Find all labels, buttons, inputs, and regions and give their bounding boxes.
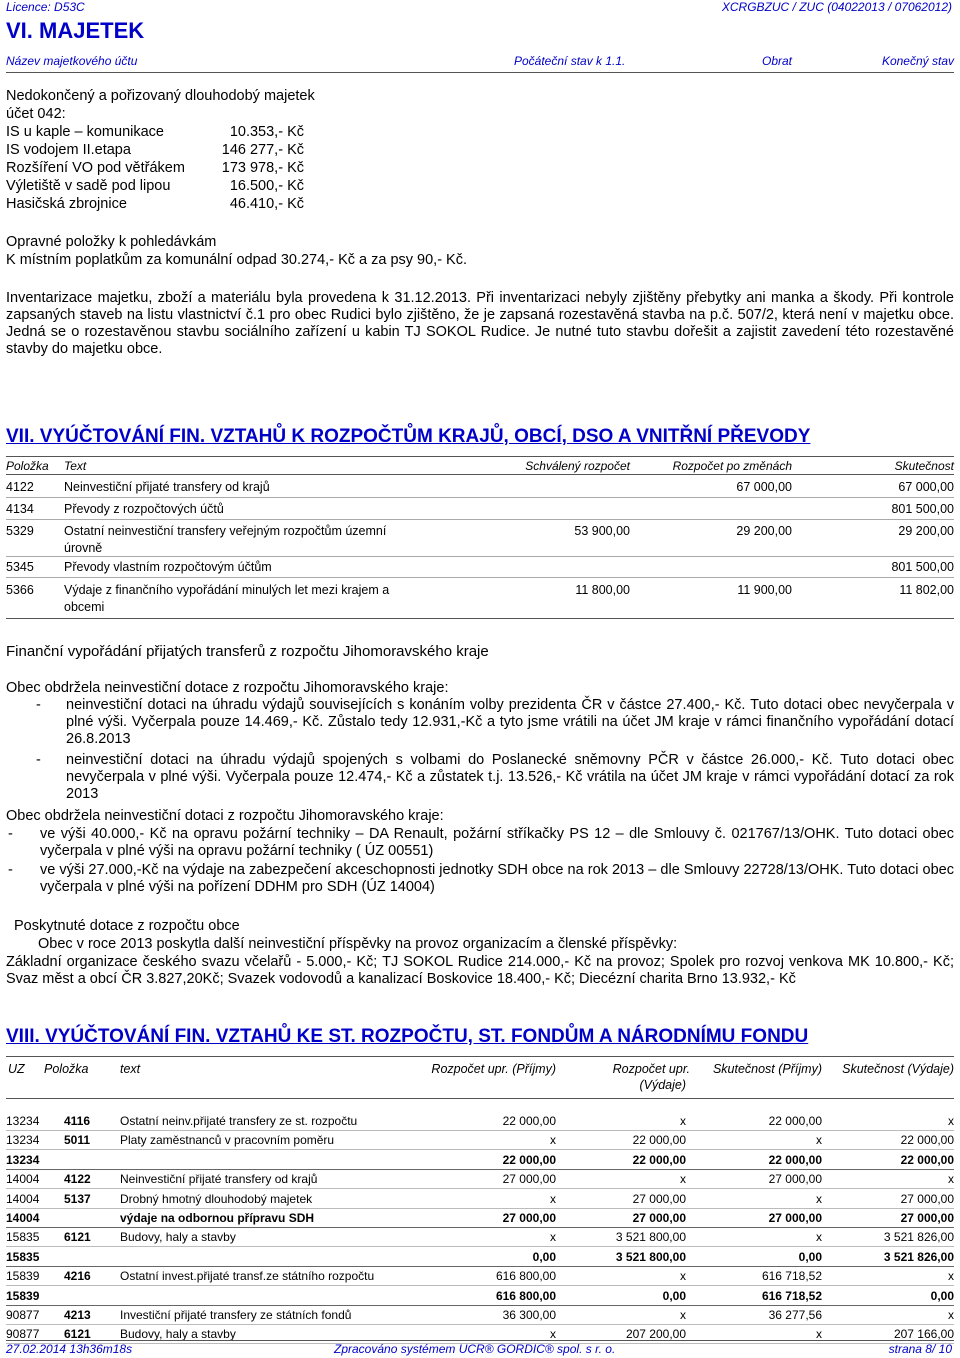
t8-uz: 15839 <box>6 1289 40 1303</box>
t8-pol: 6121 <box>64 1230 91 1244</box>
t8-uz: 14004 <box>6 1192 40 1206</box>
t8-uz: 14004 <box>6 1172 40 1186</box>
t8-sv: 207 166,00 <box>893 1327 954 1341</box>
t8-rp: x <box>550 1230 556 1244</box>
t7-header-skut: Skutečnost <box>894 459 954 473</box>
bullet-1: neinvestiční dotaci na úhradu výdajů souvisejících s konáním volby prezidenta ČR v částce 27.400,- Kč. Tuto dotaci obec nevyčerpala v plné výši. Vyčerpala pouze 14.469,- Kč. Zůstalo tedy 12.931,-Kč a tyto jsme vrátili na účet JM kraje v rámci finančního vypořádání dotací 26.8.2013 <box>66 697 954 747</box>
t8-rp: 27 000,00 <box>502 1172 556 1186</box>
t7-zmeny: 11 900,00 <box>737 583 792 597</box>
bullet-3: ve výši 40.000,- Kč na opravu požární techniky – DA Renault, požární stříkačky PS 12 – dle Smlouvy č. 021767/13/OHK. Tuto dotaci obec vyčerpala v plné výši na opravu požární techniky ( ÚZ 00551) <box>40 826 954 859</box>
row-rule <box>6 1285 954 1286</box>
t8-sp: 22 000,00 <box>768 1153 822 1167</box>
t7-pol: 5329 <box>6 524 34 538</box>
t8-rp: 22 000,00 <box>502 1114 556 1128</box>
row-rule <box>6 1246 954 1247</box>
t8-text: Budovy, haly a stavby <box>120 1230 236 1244</box>
row-rule <box>6 1169 954 1170</box>
t7-schv: 53 900,00 <box>574 524 630 538</box>
t8-uz: 15839 <box>6 1269 40 1283</box>
posk-line2: Základní organizace českého svazu včelařů - 5.000,- Kč; TJ SOKOL Rudice 214.000,- Kč na provoz; Spolek pro rozvoj venkova MK 10.800,- Kč; Svaz měst a obcí ČR 3.827,20Kč; Svazek vodovodů a kanalizací Boskovice 18.400,- Kč; Diecézní charita Brno 13.932,- Kč <box>6 954 954 987</box>
col-name-header: Název majetkového účtu <box>6 54 138 68</box>
t8-header-sp: Skutečnost (Příjmy) <box>712 1062 822 1076</box>
t8-uz: 13234 <box>6 1153 40 1167</box>
t8-text: Ostatní neinv.přijaté transfery ze st. rozpočtu <box>120 1114 358 1128</box>
table-row <box>6 583 956 619</box>
posk-line1: Obec v roce 2013 poskytla další neinvestiční příspěvky na provoz organizacím a členské příspěvky: <box>38 936 678 952</box>
bullet-2: neinvestiční dotaci na úhradu výdajů spojených s volbami do Poslanecké sněmovny PČR v částce 26.000,- Kč. Tuto dotaci obec nevyčerpala v plné výši. Vyčerpala pouze 12.474,- Kč a zůstatek t.j. 13.526,- Kč vrátila na účet JM kraje v rámci vypořádání dotací za rok 2013 <box>66 752 954 802</box>
t7-text-cont: úrovně <box>64 541 103 555</box>
t8-rp: x <box>550 1133 556 1147</box>
t8-header-text: text <box>120 1062 141 1076</box>
t8-header-pol: Položka <box>44 1062 89 1076</box>
col-obrat-header: Obrat <box>762 54 793 68</box>
t7-text-cont: obcemi <box>64 600 105 614</box>
t7-text: Ostatní neinvestiční transfery veřejným rozpočtům územní <box>64 524 387 538</box>
t8-sp: x <box>816 1327 822 1341</box>
t7-text: Výdaje z finančního vypořádání minulých let mezi krajem a <box>64 583 390 597</box>
asset-name: IS vodojem II.etapa <box>6 142 131 158</box>
row-rule <box>6 1130 954 1131</box>
t7-pol: 5366 <box>6 583 34 597</box>
t8-rv: x <box>680 1172 686 1186</box>
t8-pol: 4122 <box>64 1172 91 1186</box>
t8-pol: 4213 <box>64 1308 91 1322</box>
row-rule <box>6 1266 954 1267</box>
t8-rp: x <box>550 1192 556 1206</box>
table7-top-rule <box>6 456 954 457</box>
t8-rv: x <box>680 1114 686 1128</box>
ico-label: XCRGBZUC / ZUC (04022013 / 07062012) <box>721 0 952 14</box>
t7-pol: 4122 <box>6 480 34 494</box>
t7-pol: 5345 <box>6 560 34 574</box>
t7-zmeny: 67 000,00 <box>736 480 792 494</box>
t8-sp: 27 000,00 <box>768 1172 822 1186</box>
asset-name: Výletiště v sadě pod lipou <box>6 178 171 194</box>
row-rule <box>6 497 954 498</box>
t8-rv: 0,00 <box>662 1289 686 1303</box>
t8-pol: 5011 <box>64 1133 91 1147</box>
t7-header-schv: Schválený rozpočet <box>525 459 630 473</box>
footer-rule <box>6 1340 954 1341</box>
obec-line1: Obec obdržela neinvestiční dotace z rozpočtu Jihomoravského kraje: <box>6 680 449 696</box>
t8-pol: 4116 <box>64 1114 91 1128</box>
t8-rv: 22 000,00 <box>632 1153 686 1167</box>
t8-sv: 27 000,00 <box>900 1192 954 1206</box>
t8-uz: 15835 <box>6 1230 40 1244</box>
asset-value: 146 277,- Kč <box>221 142 304 158</box>
t8-text: Drobný hmotný dlouhodobý majetek <box>120 1192 313 1206</box>
footer-system: Zpracováno systémem UCR® GORDIC® spol. s r. o. <box>334 1342 616 1356</box>
t8-sp: 27 000,00 <box>768 1211 822 1225</box>
row-rule <box>6 1208 954 1209</box>
asset-name: Hasičská zbrojnice <box>6 196 127 212</box>
fin-title: Finanční vypořádání přijatých transferů z rozpočtu Jihomoravského kraje <box>6 643 489 660</box>
t8-sv: x <box>948 1172 954 1186</box>
t8-rp: 616 800,00 <box>495 1289 556 1303</box>
t7-skut: 11 802,00 <box>899 583 954 597</box>
t8-sv: 22 000,00 <box>900 1153 954 1167</box>
asset-value: 173 978,- Kč <box>221 160 304 176</box>
section7-title: VII. VYÚČTOVÁNÍ FIN. VZTAHŮ K ROZPOČTŮM KRAJŮ, OBCÍ, DSO A VNITŘNÍ PŘEVODY <box>6 426 811 447</box>
opravne-title: Opravné položky k pohledávkám <box>6 234 217 250</box>
t8-sp: x <box>816 1192 822 1206</box>
t7-text: Převody vlastním rozpočtovým účtům <box>64 560 272 574</box>
t8-uz: 90877 <box>6 1308 40 1322</box>
t8-header-uz: UZ <box>8 1062 25 1076</box>
t8-uz: 13234 <box>6 1133 40 1147</box>
t8-sp: 36 277,56 <box>768 1308 822 1322</box>
t8-header-rv-2: (Výdaje) <box>639 1078 686 1092</box>
t8-rv: 3 521 800,00 <box>615 1230 686 1244</box>
t8-uz: 90877 <box>6 1327 40 1341</box>
t8-rv: 22 000,00 <box>632 1133 686 1147</box>
table7-header-rule <box>6 474 954 475</box>
t8-text: výdaje na odbornou přípravu SDH <box>120 1211 315 1225</box>
t8-pol: 4216 <box>64 1269 91 1283</box>
section8-title: VIII. VYÚČTOVÁNÍ FIN. VZTAHŮ KE ST. ROZPOČTU, ST. FONDŮM A NÁRODNÍMU FONDU <box>6 1026 809 1047</box>
t8-rp: 616 800,00 <box>495 1269 556 1283</box>
asset-value: 16.500,- Kč <box>229 178 304 194</box>
t8-uz: 15835 <box>6 1250 40 1264</box>
table7-bottom-rule <box>6 618 954 619</box>
t8-sp: x <box>816 1230 822 1244</box>
t8-header-rp: Rozpočet upr. (Příjmy) <box>431 1062 556 1076</box>
t8-rp: 27 000,00 <box>502 1211 556 1225</box>
row-rule <box>6 1149 954 1150</box>
bullet-dash: - <box>36 752 41 768</box>
bullet-dash: - <box>8 826 13 842</box>
obec-line2: Obec obdržela neinvestiční dotaci z rozpočtu Jihomoravského kraje: <box>6 808 444 824</box>
t8-sv: 0,00 <box>930 1289 954 1303</box>
t8-rv: 3 521 800,00 <box>615 1250 686 1264</box>
t8-text: Investiční přijaté transfery ze státních fondů <box>120 1308 352 1322</box>
t8-sp: 0,00 <box>798 1250 822 1264</box>
t8-uz: 14004 <box>6 1211 40 1225</box>
t8-sv: x <box>948 1269 954 1283</box>
t8-sv: 22 000,00 <box>900 1133 954 1147</box>
t8-sv: 27 000,00 <box>900 1211 954 1225</box>
row-rule <box>6 556 954 557</box>
t8-header-rv: Rozpočet upr. <box>612 1062 690 1076</box>
t8-sv: x <box>948 1114 954 1128</box>
asset-name: Rozšíření VO pod větřákem <box>6 160 185 176</box>
row-rule <box>6 1227 954 1228</box>
t8-rp: 0,00 <box>532 1250 556 1264</box>
footer-date: 27.02.2014 13h36m18s <box>6 1342 133 1356</box>
table-row <box>6 524 956 560</box>
table8-header-rule <box>6 1098 954 1099</box>
asset-value: 10.353,- Kč <box>229 124 304 140</box>
header-rule <box>6 72 954 73</box>
t7-header-zmeny: Rozpočet po změnách <box>672 459 792 473</box>
opravne-text: K místním poplatkům za komunální odpad 30.274,- Kč a za psy 90,- Kč. <box>6 252 468 268</box>
t8-rv: 27 000,00 <box>632 1192 686 1206</box>
footer-page: strana 8/ 10 <box>888 1342 952 1356</box>
licence-label: Licence: D53C <box>6 0 85 14</box>
asset-name: IS u kaple – komunikace <box>6 124 164 140</box>
t7-skut: 29 200,00 <box>898 524 954 538</box>
t8-rv: x <box>680 1269 686 1283</box>
t8-sv: 3 521 826,00 <box>883 1230 954 1244</box>
posk-title: Poskytnuté dotace z rozpočtu obce <box>14 918 240 934</box>
row-rule <box>6 577 954 578</box>
t7-text: Neinvestiční přijaté transfery od krajů <box>64 480 270 494</box>
t7-schv: 11 800,00 <box>575 583 630 597</box>
t8-sp: 22 000,00 <box>768 1114 822 1128</box>
majetek-line2: účet 042: <box>6 106 66 122</box>
t8-rv: x <box>680 1308 686 1322</box>
inventory-paragraph: Inventarizace majetku, zboží a materiálu byla provedena k 31.12.2013. Při inventarizaci nebyly zjištěny přebytky ani manka a škody. Při kontrole zapsaných staveb na listu vlastnictví č.1 pro obec Rudici bylo zjištěno, že je zapsaná rozestavěná stavba na p.č. 507/2, která není v majetku obce. Jedná se o rozestavěnou stavbu sociálního zařízení u kabin TJ SOKOL Rudice. Je nutné tuto stavbu dořešit a zajistit zavedení této rozestavěné stavby do majetku obce. <box>6 290 954 357</box>
t7-skut: 67 000,00 <box>898 480 954 494</box>
table8-top-rule <box>6 1056 954 1057</box>
t7-zmeny: 29 200,00 <box>736 524 792 538</box>
t7-skut: 801 500,00 <box>891 502 954 516</box>
t7-header-pol: Položka <box>6 459 49 473</box>
t8-sv: 3 521 826,00 <box>883 1250 954 1264</box>
col-end-header: Konečný stav <box>881 54 954 68</box>
bullet-dash: - <box>36 697 41 713</box>
t8-text: Ostatní invest.přijaté transf.ze státního rozpočtu <box>120 1269 375 1283</box>
t8-sv: x <box>948 1308 954 1322</box>
t8-rv: 207 200,00 <box>625 1327 686 1341</box>
page-title: VI. MAJETEK <box>6 18 145 43</box>
t8-rp: 36 300,00 <box>502 1308 556 1322</box>
t8-text: Budovy, haly a stavby <box>120 1327 236 1341</box>
bullet-4: ve výši 27.000,-Kč na výdaje na zabezpečení akceschopnosti jednotky SDH obce na rok 2013 – dle Smlouvy 22728/13/OHK. Tuto dotaci obec vyčerpala v plné výši na pořízení DDHM pro SDH (ÚZ 14004) <box>40 862 954 895</box>
t8-sp: x <box>816 1133 822 1147</box>
t8-text: Platy zaměstnanců v pracovním poměru <box>120 1133 335 1147</box>
t8-uz: 13234 <box>6 1114 40 1128</box>
t8-rp: x <box>550 1327 556 1341</box>
asset-value: 46.410,- Kč <box>229 196 304 212</box>
t7-skut: 801 500,00 <box>891 560 954 574</box>
t7-pol: 4134 <box>6 502 34 516</box>
bullet-dash: - <box>8 862 13 878</box>
t8-pol: 5137 <box>64 1192 91 1206</box>
t8-sp: 616 718,52 <box>761 1269 822 1283</box>
row-rule <box>6 1305 954 1306</box>
t8-text: Neinvestiční přijaté transfery od krajů <box>120 1172 318 1186</box>
t8-pol: 6121 <box>64 1327 91 1341</box>
col-start-header: Počáteční stav k 1.1. <box>514 54 626 68</box>
row-rule <box>6 519 954 520</box>
row-rule <box>6 1188 954 1189</box>
t8-sp: 616 718,52 <box>761 1289 822 1303</box>
t7-header-text: Text <box>64 459 87 473</box>
t8-rv: 27 000,00 <box>632 1211 686 1225</box>
majetek-line1: Nedokončený a pořizovaný dlouhodobý majetek <box>6 88 315 104</box>
row-rule <box>6 1324 954 1325</box>
t8-header-sv: Skutečnost (Výdaje) <box>842 1062 954 1076</box>
t7-text: Převody z rozpočtových účtů <box>64 502 224 516</box>
t8-rp: 22 000,00 <box>502 1153 556 1167</box>
